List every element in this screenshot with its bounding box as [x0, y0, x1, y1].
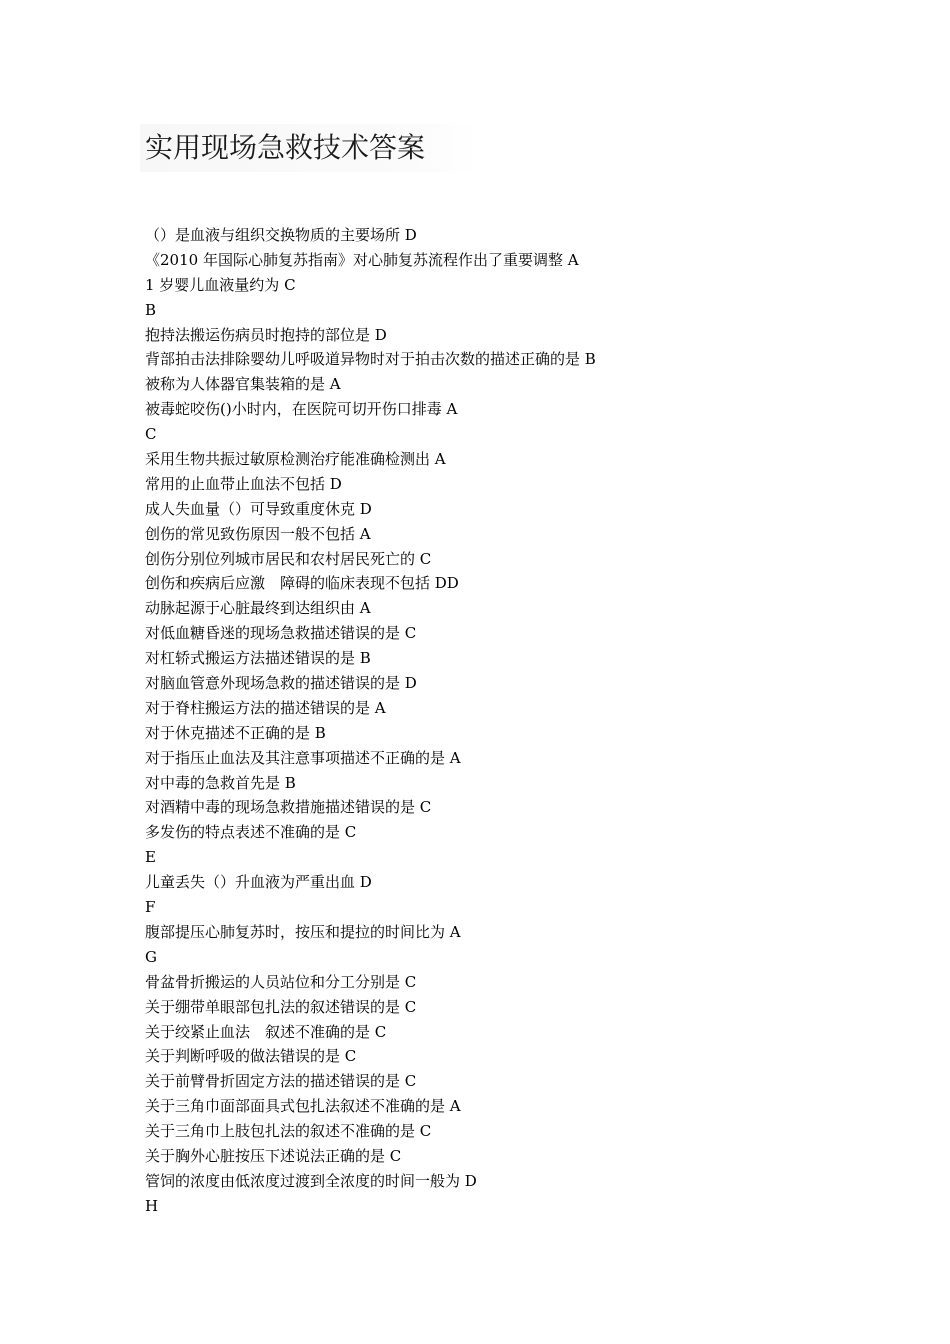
list-item: 动脉起源于心脏最终到达组织由 A	[145, 599, 371, 618]
list-item: 创伤分别位列城市居民和农村居民死亡的 C	[145, 549, 432, 568]
list-item: 对脑血管意外现场急救的描述错误的是 D	[145, 674, 417, 693]
list-item: 对于指压止血法及其注意事项描述不正确的是 A	[145, 748, 461, 767]
list-item: 1 岁婴儿血液量约为 C	[145, 275, 296, 294]
list-item: 对低血糖昏迷的现场急救描述错误的是 C	[145, 624, 417, 643]
list-item: C	[145, 425, 157, 444]
list-item: 关于判断呼吸的做法错误的是 C	[145, 1047, 357, 1066]
document-title: 实用现场急救技术答案	[145, 131, 426, 164]
list-item: E	[145, 848, 156, 867]
list-item: 创伤和疾病后应激 障碍的临床表现不包括 DD	[145, 574, 459, 593]
list-item: 关于前臂骨折固定方法的描述错误的是 C	[145, 1072, 417, 1091]
list-item: H	[145, 1196, 159, 1215]
list-item: 对中毒的急救首先是 B	[145, 773, 296, 792]
list-item: 关于三角巾上肢包扎法的叙述不准确的是 C	[145, 1122, 432, 1141]
list-item: 《2010 年国际心肺复苏指南》对心肺复苏流程作出了重要调整 A	[145, 250, 579, 269]
list-item: F	[145, 898, 156, 917]
list-item: 对杠轿式搬运方法描述错误的是 B	[145, 649, 371, 668]
list-item: 关于胸外心脏按压下述说法正确的是 C	[145, 1146, 402, 1165]
list-item: 背部拍击法排除婴幼儿呼吸道异物时对于拍击次数的描述正确的是 B	[145, 350, 596, 369]
list-item: 多发伤的特点表述不准确的是 C	[145, 823, 357, 842]
list-item: 关于绞紧止血法 叙述不准确的是 C	[145, 1022, 387, 1041]
list-item: 对酒精中毒的现场急救措施描述错误的是 C	[145, 798, 432, 817]
list-item: 对于休克描述不正确的是 B	[145, 723, 326, 742]
list-item: 儿童丢失（）升血液为严重出血 D	[145, 873, 372, 892]
list-item: 抱持法搬运伤病员时抱持的部位是 D	[145, 325, 387, 344]
list-item: 采用生物共振过敏原检测治疗能准确检测出 A	[145, 450, 446, 469]
list-item: 腹部提压心肺复苏时，按压和提拉的时间比为 A	[145, 922, 461, 941]
list-item: （）是血液与组织交换物质的主要场所 D	[145, 226, 417, 244]
list-item: B	[145, 300, 157, 319]
answer-list	[145, 223, 925, 1219]
list-item: 关于三角巾面部面具式包扎法叙述不准确的是 A	[145, 1097, 461, 1116]
list-item: 对于脊柱搬运方法的描述错误的是 A	[145, 698, 386, 717]
list-item: 骨盆骨折搬运的人员站位和分工分别是 C	[145, 972, 417, 991]
list-item: 创伤的常见致伤原因一般不包括 A	[145, 524, 371, 543]
list-item: 关于绷带单眼部包扎法的叙述错误的是 C	[145, 997, 417, 1016]
list-item: 常用的止血带止血法不包括 D	[145, 474, 342, 493]
list-item: 被称为人体器官集装箱的是 A	[145, 375, 341, 394]
list-item: 成人失血量（）可导致重度休克 D	[145, 499, 372, 518]
list-item: 管饲的浓度由低浓度过渡到全浓度的时间一般为 D	[145, 1171, 477, 1190]
list-item: 被毒蛇咬伤()小时内，在医院可切开伤口排毒 A	[145, 400, 458, 419]
list-item: G	[145, 947, 157, 966]
